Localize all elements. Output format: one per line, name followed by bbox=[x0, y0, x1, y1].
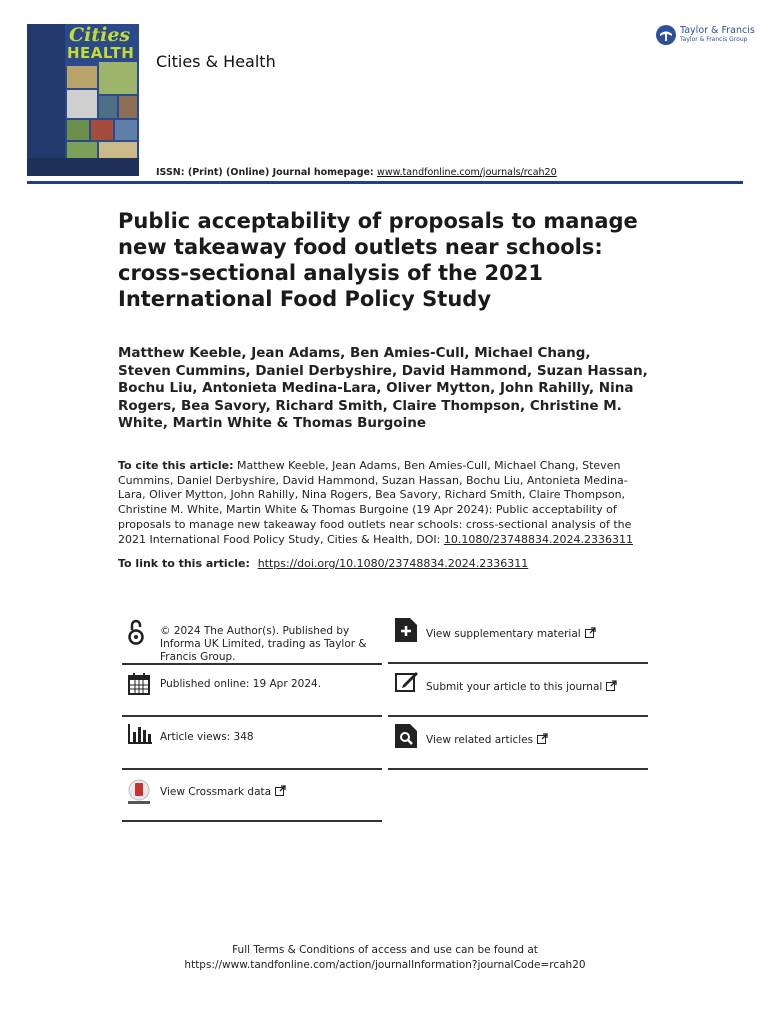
header-divider bbox=[27, 181, 743, 184]
info-divider bbox=[388, 715, 648, 717]
cover-title: Cities bbox=[69, 24, 131, 46]
info-divider bbox=[122, 663, 382, 665]
related-articles-label: View related articles bbox=[426, 734, 534, 746]
terms-text: Full Terms & Conditions of access and use can be found at bbox=[232, 944, 538, 956]
taylor-francis-logo-icon bbox=[655, 24, 677, 46]
external-link-icon bbox=[537, 733, 548, 744]
edit-pencil-icon bbox=[395, 671, 419, 693]
info-divider bbox=[122, 820, 382, 822]
article-title: Public acceptability of proposals to manage new takeaway food outlets near schools: cross-sectional analysis of the 2021 International Food Policy Study bbox=[118, 209, 638, 311]
doi-link[interactable]: 10.1080/23748834.2024.2336311 bbox=[443, 532, 633, 546]
external-link-icon bbox=[275, 785, 286, 796]
publisher-name: Taylor & Francis bbox=[680, 25, 755, 36]
crossmark-label: View Crossmark data bbox=[160, 786, 272, 798]
related-articles-link[interactable] bbox=[426, 733, 548, 747]
external-link-icon bbox=[585, 627, 596, 638]
open-access-lock-icon bbox=[128, 618, 144, 646]
calendar-icon bbox=[128, 673, 150, 695]
article-link-line bbox=[118, 557, 528, 570]
publisher-subname: Taylor & Francis Group bbox=[680, 36, 748, 43]
terms-url-link[interactable]: https://www.tandfonline.com/action/journalInformation?journalCode=rcah20 bbox=[184, 959, 586, 971]
article-views-text: Article views: 348 bbox=[160, 731, 254, 743]
supplementary-file-icon bbox=[395, 618, 417, 642]
info-divider bbox=[122, 715, 382, 717]
bar-chart-icon bbox=[128, 724, 152, 744]
external-link-icon bbox=[606, 680, 617, 691]
supplementary-label: View supplementary material bbox=[426, 628, 581, 640]
submit-article-label: Submit your article to this journal bbox=[426, 681, 603, 693]
info-divider bbox=[122, 768, 382, 770]
submit-article-link[interactable] bbox=[426, 680, 617, 694]
published-online-text: Published online: 19 Apr 2024. bbox=[160, 678, 322, 690]
citation-label: To cite this article: bbox=[118, 459, 234, 472]
journal-name: Cities & Health bbox=[156, 52, 276, 71]
copyright-text: © 2024 The Author(s). Published by Informa UK Limited, trading as Taylor & Francis Group. bbox=[160, 625, 367, 663]
journal-homepage-link[interactable]: www.tandfonline.com/journals/rcah20 bbox=[377, 167, 557, 178]
crossmark-link[interactable] bbox=[160, 785, 286, 799]
issn-line bbox=[156, 167, 557, 178]
info-divider bbox=[388, 662, 648, 664]
article-link-url[interactable]: https://doi.org/10.1080/23748834.2024.2336311 bbox=[257, 557, 529, 570]
article-link-label: To link to this article: bbox=[118, 557, 254, 570]
journal-cover-image bbox=[27, 24, 139, 176]
crossmark-icon[interactable] bbox=[126, 778, 152, 806]
related-search-icon bbox=[395, 724, 417, 748]
supplementary-link[interactable] bbox=[426, 627, 596, 641]
citation-text: Matthew Keeble, Jean Adams, Ben Amies-Cull, Michael Chang, Steven Cummins, Daniel Derbyshire, David Hammond, Suzan Hassan, Bochu Liu, Antonieta Medina-Lara, Oliver Mytton, John Rahilly, Nina Rogers, Bea Savory, Richard Smith, Claire Thompson, Christine M. White, Martin White & Thomas Burgoine (19 Apr 2024): Public acceptability of proposals to manage new takeaway food outlets near schools: cross-sectional analysis of the 2021 International Food Policy Study, Cities & Health, DOI: bbox=[118, 459, 632, 546]
issn-text: ISSN: (Print) (Online) Journal homepage: bbox=[156, 167, 378, 178]
citation-block bbox=[118, 459, 648, 547]
cover-subtitle: HEALTH bbox=[67, 44, 135, 62]
article-authors: Matthew Keeble, Jean Adams, Ben Amies-Cull, Michael Chang, Steven Cummins, Daniel Derbyshire, David Hammond, Suzan Hassan, Bochu Liu, Antonieta Medina-Lara, Oliver Mytton, John Rahilly, Nina Rogers, Bea Savory, Richard Smith, Claire Thompson, Christine M. White, Martin White & Thomas Burgoine bbox=[118, 345, 648, 431]
info-divider bbox=[388, 768, 648, 770]
